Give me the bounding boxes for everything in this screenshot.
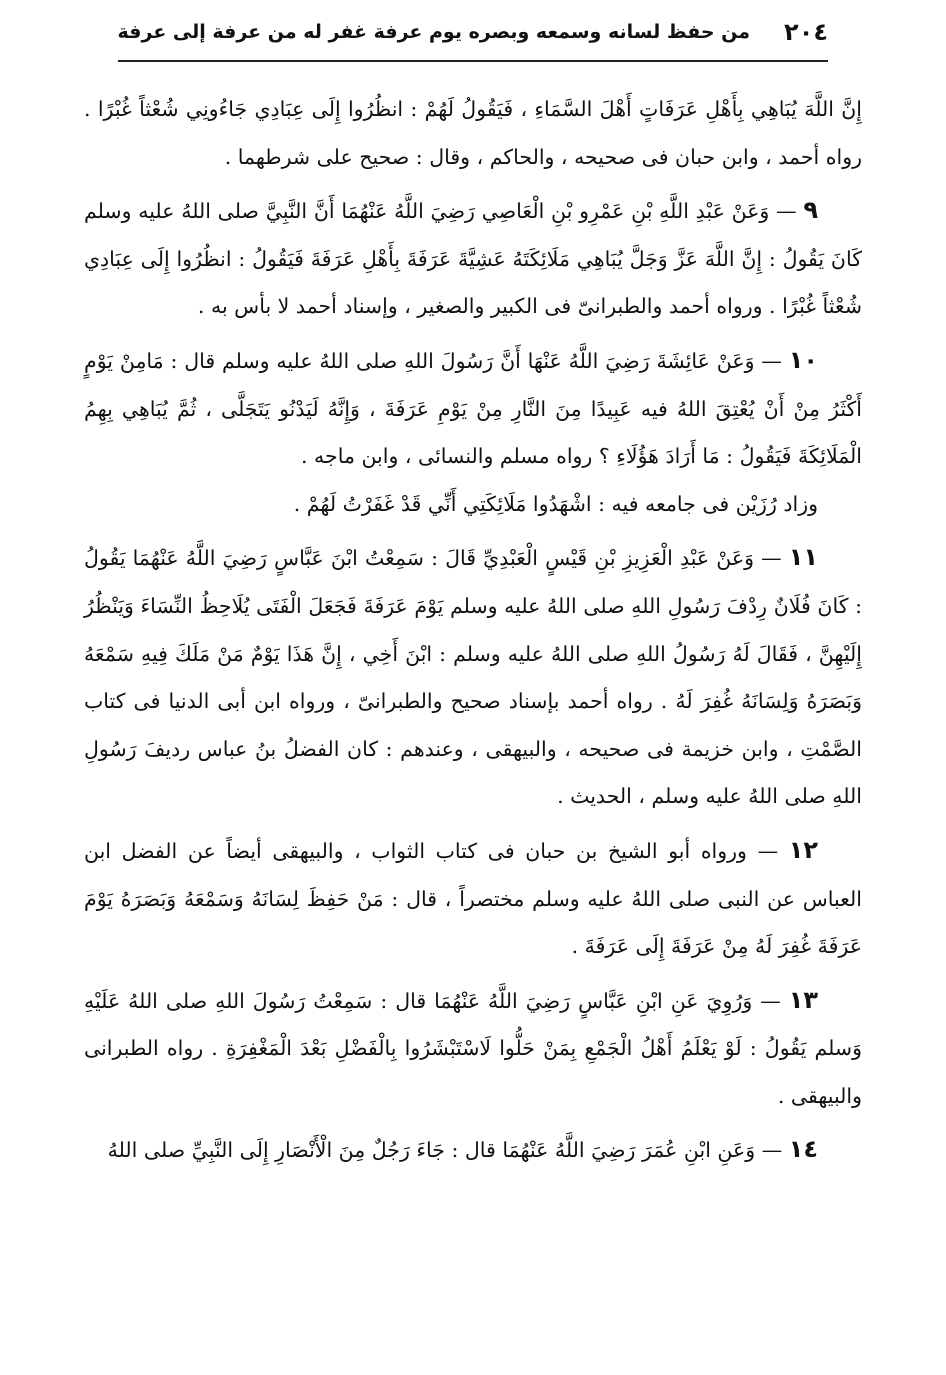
paragraph-text: — وَرُوِيَ عَنِ ابْنِ عَبَّاسٍ رَضِيَ اللَّهُ عَنْهُمَا قال : سَمِعْتُ رَسُولَ اللهِ صلى اللهُ عَلَيْهِ وَسلم يَقُولُ : لَوْ يَعْلَمُ أَهْلُ الْجَمْعِ بِمَنْ حَلُّوا لَاسْتَبْشَرُوا بِالْفَضْلِ بَعْدَ الْمَغْفِرَةِ . رواه الطبرانى والبيهقى . [84,988,862,1108]
paragraph-text: وزاد رُزَيْن فى جامعه فيه : اشْهَدُوا مَلَائِكَتِي أَنِّي قَدْ غَفَرْتُ لَهُمْ . [293,491,818,516]
hadith-number: ١١ [788,543,818,572]
paragraph-continuation [84,86,862,181]
paragraph-text: — وَعَنِ ابْنِ عُمَرَ رَضِيَ اللَّهُ عَنْهُمَا قال : جَاءَ رَجُلٌ مِنَ الْأَنْصَارِ إِلَى النَّبِيِّ صلى اللهُ [107,1138,783,1163]
hadith-number: ١٢ [788,835,818,864]
hadith-14 [84,1126,862,1175]
hadith-10-addition [84,481,862,529]
page-number: ٢٠٤ [784,18,828,46]
hadith-number: ١٣ [788,985,818,1014]
paragraph-text: — وَعَنْ عَبْدِ اللَّهِ بْنِ عَمْرِو بْنِ الْعَاصِي رَضِيَ اللَّهُ عَنْهُمَا أَنَّ النَّبِيَّ صلى اللهُ عليه وسلم كَانَ يَقُولُ : إِنَّ اللَّهَ عَزَّ وَجَلَّ يُبَاهِي مَلَائِكَتَهُ عَشِيَّةَ عَرَفَةَ بِأَهْلِ عَرَفَةَ فَيَقُولُ : انظُرُوا إِلَى عِبَادِي شُعْثاً غُبْرًا . ورواه أحمد والطبرانىّ فى الكبير والصغير ، وإسناد أحمد لا بأس به . [84,199,862,319]
paragraph-text: — ورواه أبو الشيخ بن حبان فى كتاب الثواب ، والبيهقى أيضاً عن الفضل ابن العباس عن النبى صلى اللهُ عليه وسلم مختصراً ، قال : مَنْ حَفِظَ لِسَانَهُ وَسَمْعَهُ وَبَصَرَهُ يَوْمَ عَرَفَةَ غُفِرَ لَهُ مِنْ عَرَفَةَ إِلَى عَرَفَةَ . [84,838,862,959]
hadith-number: ٩ [803,196,818,225]
body-text [84,86,862,1181]
paragraph-text: — وَعَنْ عَبْدِ الْعَزِيزِ بْنِ قَيْسٍ الْعَبْدِيِّ قَالَ : سَمِعْتُ ابْنَ عَبَّاسٍ رَضِيَ اللَّهُ عَنْهُمَا يَقُولُ : كَانَ فُلَانٌ رِدْفَ رَسُولِ اللهِ صلى اللهُ عليه وسلم يَوْمَ عَرَفَةَ فَجَعَلَ الْفَتَى يُلَاحِظُ النِّسَاءَ وَيَنْظُرُ إِلَيْهِنَّ ، فَقَالَ لَهُ رَسُولُ اللهِ صلى اللهُ عليه وسلم : ابْنَ أَخِي ، إِنَّ هَذَا يَوْمٌ مَنْ مَلَكَ فِيهِ سَمْعَهُ وَبَصَرَهُ وَلِسَانَهُ غُفِرَ لَهُ . رواه أحمد بإسناد صحيح والطبرانىّ ، ورواه ابن أبى الدنيا فى كتاب الصَّمْتِ ، وابن خزيمة فى صحيحه ، والبيهقى ، وعندهم : كان الفضلُ بنُ عباس رديفَ رَسُولِ اللهِ صلى اللهُ عليه وسلم ، الحديث . [84,546,862,809]
hadith-11 [84,534,862,821]
hadith-9 [84,187,862,331]
paragraph-text: — وَعَنْ عَائِشَةَ رَضِيَ اللَّهُ عَنْهَا أَنَّ رَسُولَ اللهِ صلى اللهُ عليه وسلم قال : مَامِنْ يَوْمٍ أَكْثَرُ مِنْ أَنْ يُعْتِقَ اللهُ فيه عَبِيدًا مِنَ النَّارِ مِنْ يَوْمِ عَرَفَةَ ، وَإِنَّهُ لَيَدْنُو يَتَجَلَّى ، ثُمَّ يُبَاهِي بِهِمُ الْمَلَائِكَةَ فَيَقُولُ : مَا أَرَادَ هَؤُلَاءِ ؟ رواه مسلم والنسائى ، وابن ماجه . [84,348,862,469]
hadith-number: ١٤ [788,1135,818,1164]
hadith-13 [84,977,862,1121]
hadith-12 [84,827,862,971]
header-rule [118,60,828,62]
page-header [117,14,828,50]
hadith-10 [84,337,862,481]
paragraph-text: إِنَّ اللَّهَ يُبَاهِي بِأَهْلِ عَرَفَاتٍ أَهْلَ السَّمَاءِ ، فَيَقُولُ لَهُمْ : انظُرُوا إِلَى عِبَادِي جَاءُونِي شُعْثاً غُبْرًا . رواه أحمد ، وابن حبان فى صحيحه ، والحاكم ، وقال : صحيح على شرطهما . [84,97,862,169]
hadith-number: ١٠ [788,345,818,374]
running-title: من حفظ لسانه وسمعه وبصره يوم عرفة غفر له من عرفة إلى عرفة [117,21,751,43]
